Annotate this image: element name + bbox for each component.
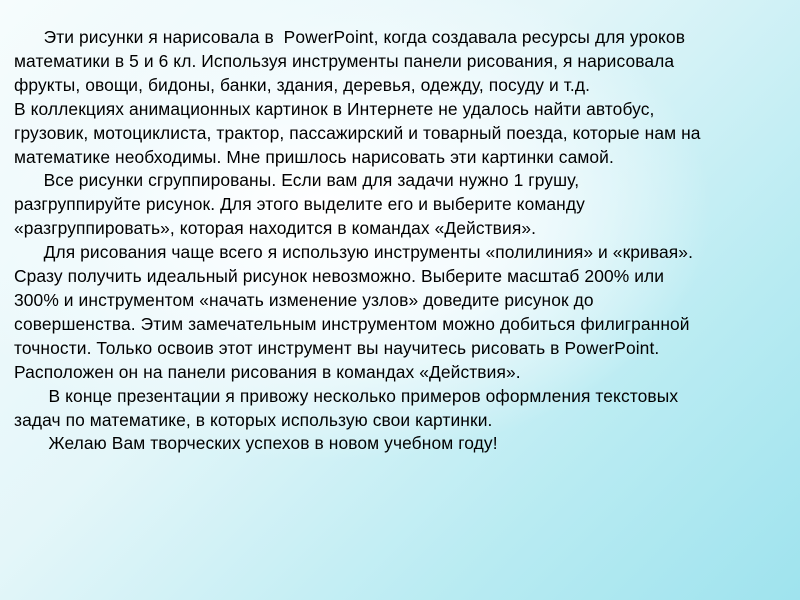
text-line: математике необходимы. Мне пришлось нарисовать эти картинки самой. xyxy=(14,146,614,167)
text-line: точности. Только освоив этот инструмент вы научитесь рисовать в PowerPoint. xyxy=(14,337,660,358)
text-line: разгруппируйте рисунок. Для этого выделите его и выберите команду xyxy=(14,194,585,215)
text-line: Желаю Вам творческих успехов в новом учебном году! xyxy=(14,433,498,454)
text-line: Эти рисунки я нарисовала в PowerPoint, когда создавала ресурсы для уроков xyxy=(14,27,686,47)
text-line: В коллекциях анимационных картинок в Интернете не удалось найти автобус, xyxy=(14,98,655,119)
text-line: Расположен он на панели рисования в командах «Действия». xyxy=(14,361,521,382)
text-line: задач по математике, в которых использую свои картинки. xyxy=(14,409,493,430)
text-line: совершенства. Этим замечательным инструментом можно добиться филигранной xyxy=(14,313,690,334)
text-line: математики в 5 и 6 кл. Используя инструменты панели рисования, я нарисовала xyxy=(14,50,675,71)
text-line: Все рисунки сгруппированы. Если вам для задачи нужно 1 грушу, xyxy=(14,170,580,191)
text-line: «разгруппировать», которая находится в командах «Действия». xyxy=(14,218,537,239)
text-line: В конце презентации я привожу несколько примеров оформления текстовых xyxy=(14,385,679,406)
text-line: фрукты, овощи, бидоны, банки, здания, деревья, одежду, посуду и т.д. xyxy=(14,74,590,95)
text-line: Для рисования чаще всего я использую инструменты «полилиния» и «кривая». xyxy=(14,242,694,263)
slide-text-block xyxy=(14,26,794,456)
text-line: грузовик, мотоциклиста, трактор, пассажирский и товарный поезда, которые нам на xyxy=(14,122,701,143)
text-line: 300% и инструментом «начать изменение узлов» доведите рисунок до xyxy=(14,289,594,310)
text-line: Сразу получить идеальный рисунок невозможно. Выберите масштаб 200% или xyxy=(14,266,665,287)
